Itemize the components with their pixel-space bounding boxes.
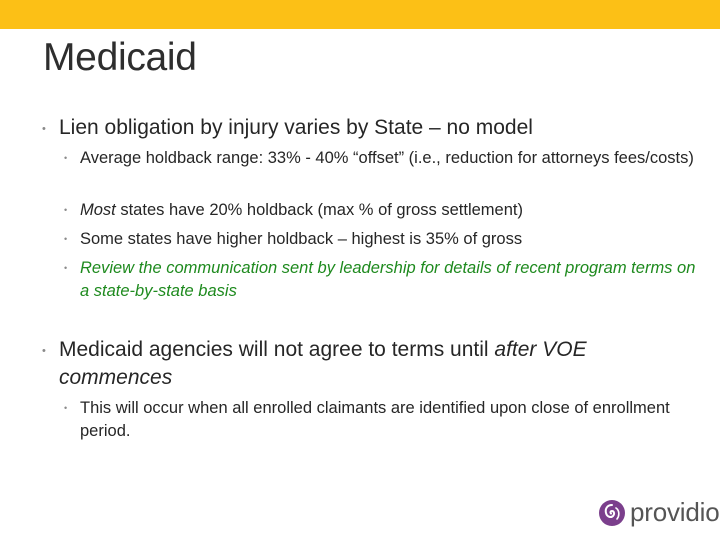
bullet-dot: •	[64, 263, 68, 273]
providio-swirl-icon	[598, 499, 626, 527]
bullet-text: Lien obligation by injury varies by State – no model	[59, 116, 533, 139]
bullet-medicaid-agencies	[42, 336, 699, 392]
sub-bullet-holdback-range	[64, 147, 700, 170]
bullet-dot: •	[42, 123, 46, 135]
sub-bullet-review-communication	[64, 257, 700, 303]
bullet-dot: •	[42, 345, 46, 357]
bullet-dot: •	[64, 234, 68, 244]
bullet-emphasis: after VOE commences	[59, 338, 587, 389]
logo-text: providio	[630, 497, 720, 527]
bullet-lien-obligation	[42, 114, 699, 142]
sub-bullet-higher-holdback	[64, 228, 700, 251]
slide-title: Medicaid	[43, 36, 197, 79]
bullet-text: Medicaid agencies will not agree to terms until	[59, 338, 495, 361]
bullet-dot: •	[64, 153, 68, 163]
bullet-dot: •	[64, 205, 68, 215]
top-accent-bar	[0, 0, 720, 29]
providio-logo	[598, 497, 719, 528]
sub-bullet-text: Some states have higher holdback – highest is 35% of gross	[80, 230, 523, 248]
sub-bullet-text: Average holdback range: 33% - 40% “offset” (i.e., reduction for attorneys fees/costs)	[80, 149, 694, 167]
sub-bullet-text: This will occur when all enrolled claimants are identified upon close of enrollment period.	[80, 399, 670, 440]
sub-bullet-text: states have 20% holdback (max % of gross settlement)	[115, 201, 523, 219]
sub-bullet-text: Review the communication sent by leadership for details of recent program terms on a state-by-state basis	[80, 259, 696, 300]
sub-bullet-enrollment	[64, 397, 700, 443]
sub-bullet-emphasis: Most	[80, 201, 116, 219]
bullet-dot: •	[64, 403, 68, 413]
sub-bullet-most-states	[64, 199, 700, 222]
